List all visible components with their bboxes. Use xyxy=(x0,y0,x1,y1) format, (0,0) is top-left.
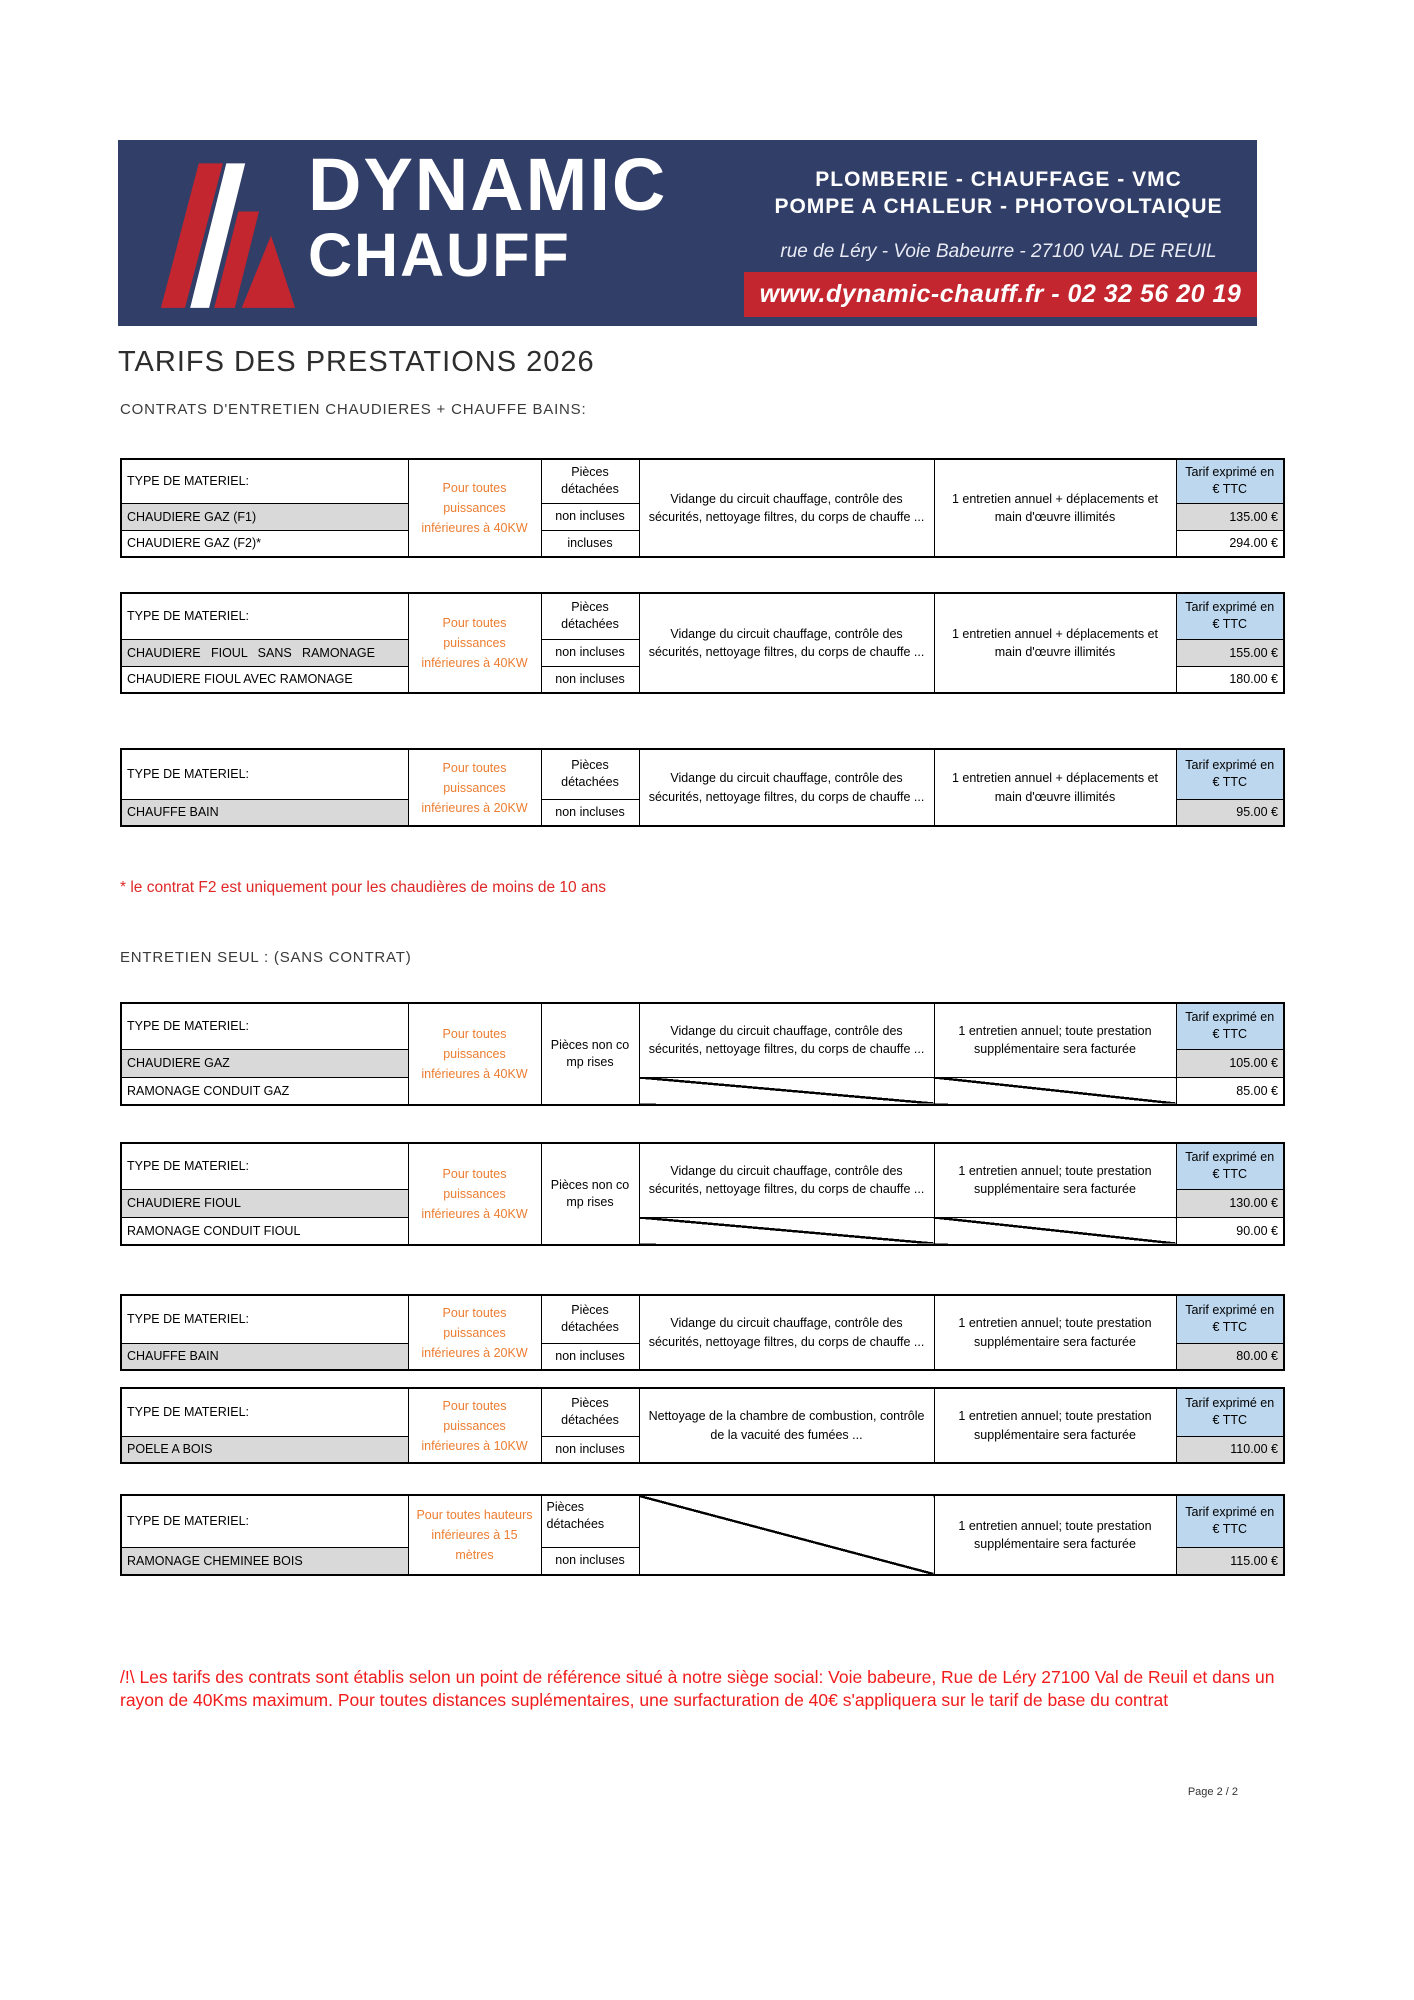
power-range-cell: Pour toutes puissances inférieures à 20KW xyxy=(408,1295,541,1370)
power-range-cell: Pour toutes puissances inférieures à 40KW xyxy=(408,593,541,693)
distance-disclaimer: /!\ Les tarifs des contrats sont établis selon un point de référence situé à notre siège social: Voie babeure, Rue de Léry 27100 Val de Reuil et dans un rayon de 40Kms maximum. Pour toutes distances suplémentaires, une surfacturation de 40€ s'appliquera sur le tarif de base du contrat xyxy=(120,1667,1275,1710)
pieces-value: non incluses xyxy=(541,1343,639,1370)
price-value: 95.00 € xyxy=(1176,799,1284,826)
benefit-description: 1 entretien annuel + déplacements et main d'œuvre illimités xyxy=(934,749,1176,826)
material-label: CHAUDIERE FIOUL xyxy=(121,1189,408,1217)
pricing-table-slot-3 xyxy=(120,748,1285,827)
price-value: 80.00 € xyxy=(1176,1343,1284,1370)
service-description: Vidange du circuit chauffage, contrôle des sécurités, nettoyage filtres, du corps de chauffe ... xyxy=(639,1295,934,1370)
benefit-description: 1 entretien annuel; toute prestation supplémentaire sera facturée xyxy=(934,1295,1176,1370)
material-label: CHAUFFE BAIN xyxy=(121,799,408,826)
price-value: 110.00 € xyxy=(1176,1436,1284,1463)
pricing-table-slot-5 xyxy=(120,1142,1285,1246)
benefit-description: 1 entretien annuel; toute prestation supplémentaire sera facturée xyxy=(934,1003,1176,1077)
pieces-value: non incluses xyxy=(541,1436,639,1463)
pieces-header: Pièces détachées xyxy=(541,749,639,799)
material-label: CHAUDIERE FIOUL SANS RAMONAGE xyxy=(121,639,408,666)
service-description: Vidange du circuit chauffage, contrôle des sécurités, nettoyage filtres, du corps de chauffe ... xyxy=(639,749,934,826)
brand-line2: CHAUFF xyxy=(308,221,571,289)
pricing-table-contrat-chaudiere-gaz xyxy=(120,458,1285,558)
tarif-header: Tarif exprimé en € TTC xyxy=(1176,1143,1284,1189)
material-label: POELE A BOIS xyxy=(121,1436,408,1463)
pieces-header: Pièces détachées xyxy=(541,459,639,503)
tarif-header: Tarif exprimé en € TTC xyxy=(1176,749,1284,799)
pricing-table-slot-8 xyxy=(120,1494,1285,1576)
pricing-table-contrat-chaudiere-fioul xyxy=(120,592,1285,694)
pricing-table-entretien-ramonage-cheminee-bois xyxy=(120,1494,1285,1576)
pieces-header: Pièces détachées xyxy=(541,1295,639,1343)
type-de-materiel-header: TYPE DE MATERIEL: xyxy=(121,593,408,639)
power-range-cell: Pour toutes puissances inférieures à 40KW xyxy=(408,1003,541,1105)
material-label: CHAUDIERE GAZ xyxy=(121,1049,408,1077)
price-value: 294.00 € xyxy=(1176,530,1284,557)
pieces-value: non incluses xyxy=(541,503,639,530)
pricing-table-slot-6 xyxy=(120,1294,1285,1371)
pricing-table-entretien-chaudiere-gaz xyxy=(120,1002,1285,1106)
type-de-materiel-header: TYPE DE MATERIEL: xyxy=(121,1295,408,1343)
benefit-cell-crossed xyxy=(934,1217,1176,1245)
service-description: Nettoyage de la chambre de combustion, contrôle de la vacuité des fumées ... xyxy=(639,1388,934,1463)
section1-heading: CONTRATS D'ENTRETIEN CHAUDIERES + CHAUFFE BAINS: xyxy=(120,401,587,418)
benefit-description: 1 entretien annuel + déplacements et main d'œuvre illimités xyxy=(934,593,1176,693)
pieces-header: Pièces détachées xyxy=(541,1495,639,1547)
page-number: Page 2 / 2 xyxy=(1187,1786,1238,1798)
benefit-description: 1 entretien annuel; toute prestation supplémentaire sera facturée xyxy=(934,1143,1176,1217)
pieces-value: incluses xyxy=(541,530,639,557)
company-address: rue de Léry - Voie Babeurre - 27100 VAL DE REUIL xyxy=(780,241,1217,262)
pieces-header: Pièces détachées xyxy=(541,593,639,639)
material-label: CHAUFFE BAIN xyxy=(121,1343,408,1370)
price-value: 180.00 € xyxy=(1176,666,1284,693)
tarif-header: Tarif exprimé en € TTC xyxy=(1176,1295,1284,1343)
pieces-value: non incluses xyxy=(541,799,639,826)
pricing-table-entretien-chaudiere-fioul xyxy=(120,1142,1285,1246)
service-cell-crossed xyxy=(639,1217,934,1245)
benefit-description: 1 entretien annuel; toute prestation supplémentaire sera facturée xyxy=(934,1388,1176,1463)
benefit-description: 1 entretien annuel; toute prestation supplémentaire sera facturée xyxy=(934,1495,1176,1575)
service-description: Vidange du circuit chauffage, contrôle des sécurités, nettoyage filtres, du corps de chauffe ... xyxy=(639,593,934,693)
price-value: 105.00 € xyxy=(1176,1049,1284,1077)
section2-heading: ENTRETIEN SEUL : (SANS CONTRAT) xyxy=(120,949,412,966)
material-label: CHAUDIERE GAZ (F2)* xyxy=(121,530,408,557)
page-title: TARIFS DES PRESTATIONS 2026 xyxy=(118,346,595,378)
tarif-header: Tarif exprimé en € TTC xyxy=(1176,1003,1284,1049)
brand-line1: DYNAMIC xyxy=(308,143,668,226)
pricing-table-entretien-chauffe-bain xyxy=(120,1294,1285,1371)
service-description: Vidange du circuit chauffage, contrôle des sécurités, nettoyage filtres, du corps de chauffe ... xyxy=(639,1003,934,1077)
pieces-value: non incluses xyxy=(541,639,639,666)
tarif-header: Tarif exprimé en € TTC xyxy=(1176,1388,1284,1436)
price-value: 90.00 € xyxy=(1176,1217,1284,1245)
pricing-table-entretien-poele-a-bois xyxy=(120,1387,1285,1464)
power-range-cell: Pour toutes hauteurs inférieures à 15 mètres xyxy=(408,1495,541,1575)
tarif-header: Tarif exprimé en € TTC xyxy=(1176,459,1284,503)
pieces-merged-cell: Pièces non co mp rises xyxy=(541,1003,639,1105)
material-label: RAMONAGE CONDUIT FIOUL xyxy=(121,1217,408,1245)
power-range-cell: Pour toutes puissances inférieures à 40KW xyxy=(408,1143,541,1245)
pricing-table-slot-7 xyxy=(120,1387,1285,1464)
f2-note: * le contrat F2 est uniquement pour les chaudières de moins de 10 ans xyxy=(120,879,606,896)
tarif-header: Tarif exprimé en € TTC xyxy=(1176,1495,1284,1547)
price-value: 85.00 € xyxy=(1176,1077,1284,1105)
material-label: RAMONAGE CONDUIT GAZ xyxy=(121,1077,408,1105)
power-range-cell: Pour toutes puissances inférieures à 10KW xyxy=(408,1388,541,1463)
service-cell-crossed xyxy=(639,1495,934,1575)
pieces-value: non incluses xyxy=(541,1547,639,1575)
service-cell-crossed xyxy=(639,1077,934,1105)
service-description: Vidange du circuit chauffage, contrôle des sécurités, nettoyage filtres, du corps de chauffe ... xyxy=(639,459,934,557)
services-line1: PLOMBERIE - CHAUFFAGE - VMC xyxy=(815,168,1182,191)
services-line2: POMPE A CHALEUR - PHOTOVOLTAIQUE xyxy=(774,195,1223,218)
pricing-table-slot-4 xyxy=(120,1002,1285,1106)
type-de-materiel-header: TYPE DE MATERIEL: xyxy=(121,1143,408,1189)
price-value: 115.00 € xyxy=(1176,1547,1284,1575)
type-de-materiel-header: TYPE DE MATERIEL: xyxy=(121,1495,408,1547)
pieces-value: non incluses xyxy=(541,666,639,693)
service-description: Vidange du circuit chauffage, contrôle des sécurités, nettoyage filtres, du corps de chauffe ... xyxy=(639,1143,934,1217)
material-label: CHAUDIERE FIOUL AVEC RAMONAGE xyxy=(121,666,408,693)
price-value: 135.00 € xyxy=(1176,503,1284,530)
pricing-table-slot-1 xyxy=(120,458,1285,558)
material-label: RAMONAGE CHEMINEE BOIS xyxy=(121,1547,408,1575)
price-value: 155.00 € xyxy=(1176,639,1284,666)
benefit-description: 1 entretien annuel + déplacements et main d'œuvre illimités xyxy=(934,459,1176,557)
pricing-table-contrat-chauffe-bain xyxy=(120,748,1285,827)
pieces-header: Pièces détachées xyxy=(541,1388,639,1436)
type-de-materiel-header: TYPE DE MATERIEL: xyxy=(121,459,408,503)
power-range-cell: Pour toutes puissances inférieures à 20KW xyxy=(408,749,541,826)
pricing-table-slot-2 xyxy=(120,592,1285,694)
type-de-materiel-header: TYPE DE MATERIEL: xyxy=(121,1003,408,1049)
price-value: 130.00 € xyxy=(1176,1189,1284,1217)
benefit-cell-crossed xyxy=(934,1077,1176,1105)
material-label: CHAUDIERE GAZ (F1) xyxy=(121,503,408,530)
tarif-header: Tarif exprimé en € TTC xyxy=(1176,593,1284,639)
pieces-merged-cell: Pièces non co mp rises xyxy=(541,1143,639,1245)
power-range-cell: Pour toutes puissances inférieures à 40KW xyxy=(408,459,541,557)
type-de-materiel-header: TYPE DE MATERIEL: xyxy=(121,1388,408,1436)
website-phone-text: www.dynamic-chauff.fr - 02 32 56 20 19 xyxy=(759,280,1242,308)
type-de-materiel-header: TYPE DE MATERIEL: xyxy=(121,749,408,799)
